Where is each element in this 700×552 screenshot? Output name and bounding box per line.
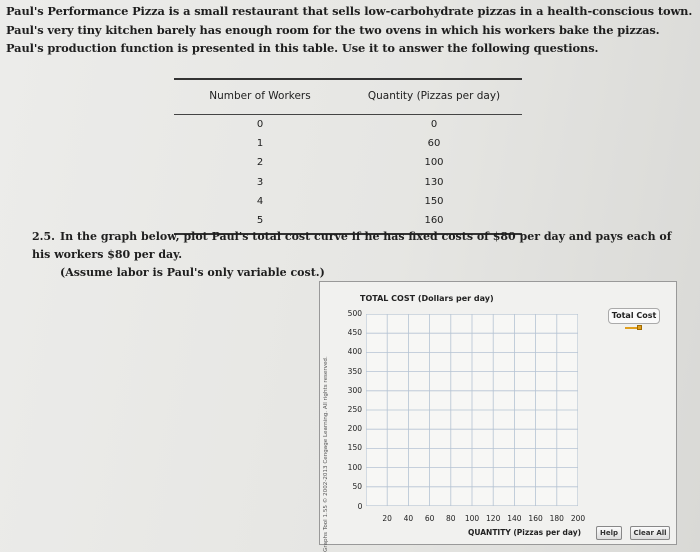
table-row [174, 153, 522, 172]
help-button[interactable]: Help [596, 526, 622, 540]
table-row [174, 192, 522, 211]
table-row [174, 134, 522, 153]
clear-all-button[interactable]: Clear All [630, 526, 670, 540]
cell-quantity: 60 [427, 138, 441, 150]
cell-workers: 0 [256, 119, 264, 131]
x-tick-label: 180 [549, 514, 564, 523]
y-tick-label: 450 [347, 328, 362, 338]
cell-quantity: 130 [424, 176, 444, 188]
table-header-row [174, 80, 522, 112]
production-table [174, 78, 522, 235]
header-workers: Number of Workers [209, 90, 311, 102]
x-tick-label: 140 [507, 514, 522, 523]
cell-workers: 1 [256, 138, 264, 150]
x-tick-label: 0 [357, 502, 363, 511]
question-text: In the graph below, plot Paul's total cost curve if he has fixed costs of $80 per day and pays each of his workers $80 per day. [32, 230, 672, 261]
y-tick-label: 250 [347, 405, 362, 414]
x-tick-label: 160 [528, 514, 543, 523]
cell-quantity: 100 [424, 157, 444, 169]
cell-workers: 2 [256, 157, 264, 169]
copyright-side-text: Graphs Tool 1.55 © 2002-2013 Cengage Learning. All rights reserved. [323, 356, 329, 552]
y-tick-label: 150 [347, 443, 362, 453]
y-tick-label: 50 [352, 481, 362, 491]
cell-workers: 4 [256, 195, 264, 207]
cell-quantity: 160 [424, 215, 444, 227]
table-row [174, 173, 522, 192]
x-tick-label: 80 [446, 514, 456, 523]
total-cost-legend: Total Cost [608, 308, 660, 324]
plot-grid[interactable] [366, 314, 578, 506]
cell-workers: 5 [256, 215, 264, 227]
y-axis-title: TOTAL COST (Dollars per day) [360, 294, 494, 303]
cell-workers: 3 [256, 176, 264, 188]
intro-paragraph: Paul's Performance Pizza is a small restaurant that sells low-carbohydrate pizzas in a health-conscious town. Paul's very tiny kitchen barely has enough room for the two ovens in which his workers bake the pizzas. Paul's production function is presented in this table. Use it to answer the following questions. [6, 4, 693, 55]
header-quantity: Quantity (Pizzas per day) [367, 90, 501, 102]
cell-quantity: 0 [430, 119, 438, 131]
x-tick-label: 20 [382, 514, 392, 523]
question-block [32, 228, 682, 282]
y-tick-label: 400 [347, 347, 362, 357]
y-tick-label: 500 [347, 309, 362, 318]
y-tick-label: 350 [347, 366, 362, 376]
y-tick-label: 300 [347, 385, 362, 395]
cell-quantity: 150 [424, 195, 444, 207]
question-note: (Assume labor is Paul's only variable cost.) [60, 266, 325, 279]
y-tick-label: 100 [347, 462, 362, 472]
x-tick-label: 40 [403, 514, 414, 523]
x-tick-label: 60 [424, 514, 435, 523]
x-tick-label: 200 [570, 514, 586, 523]
total-cost-drag-tool[interactable] [625, 327, 639, 329]
graph-tool-panel[interactable] [319, 281, 677, 552]
x-axis-title: QUANTITY (Pizzas per day) [468, 528, 582, 537]
x-tick-label: 120 [486, 514, 501, 523]
question-number: 2.5. [32, 230, 55, 243]
table-row [174, 115, 522, 134]
x-tick-label: 100 [464, 514, 480, 523]
y-tick-label: 200 [347, 424, 362, 434]
